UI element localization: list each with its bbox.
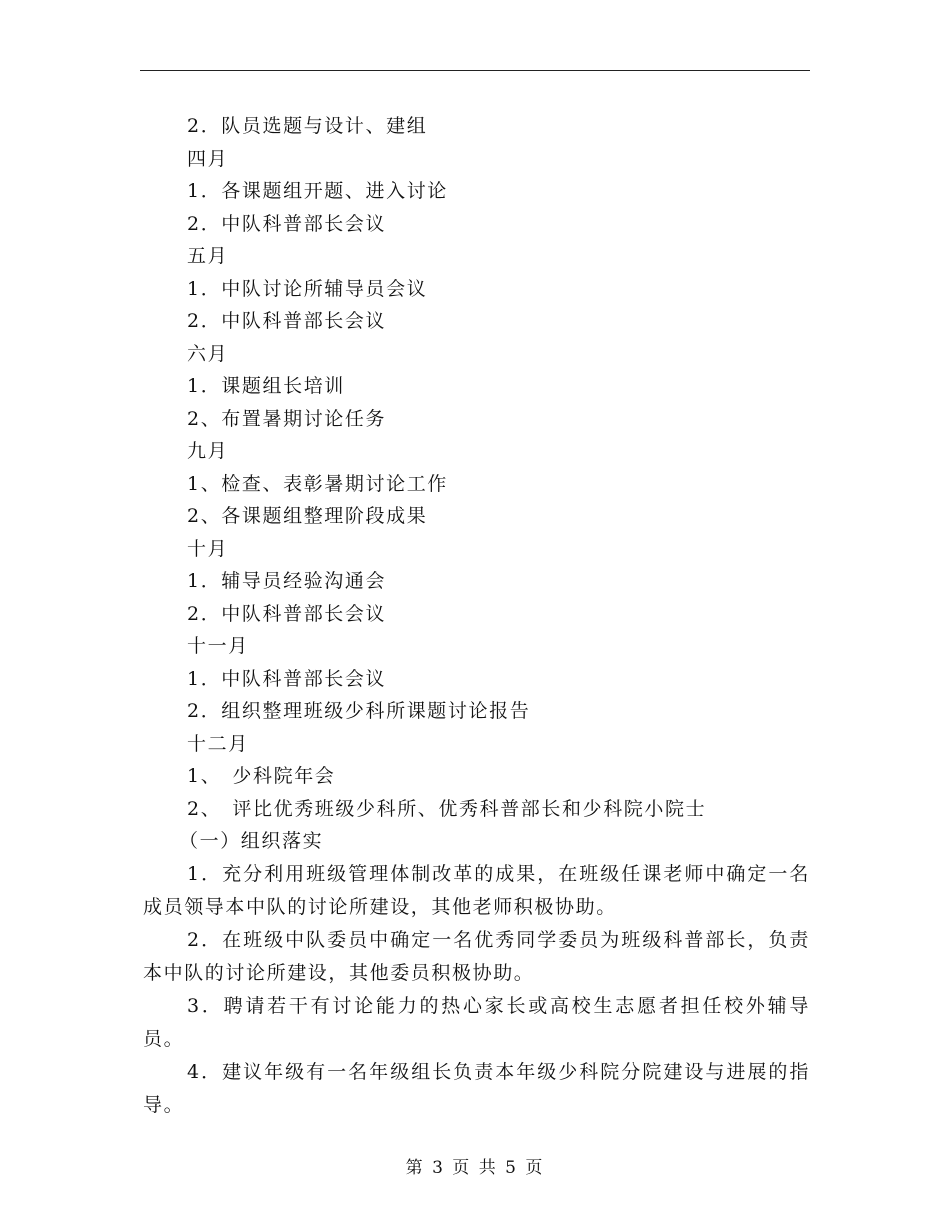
paragraph: 2．在班级中队委员中确定一名优秀同学委员为班级科普部长，负责本中队的讨论所建设，其他委员积极协助。 bbox=[143, 928, 810, 984]
list-line: 2、各课题组整理阶段成果 bbox=[187, 505, 428, 527]
month-heading: 十月 bbox=[187, 537, 229, 560]
list-line: 1．中队讨论所辅导员会议 bbox=[187, 277, 428, 300]
section-heading: （一）组织落实 bbox=[179, 830, 324, 852]
month-heading: 四月 bbox=[187, 147, 229, 170]
list-line: 2、布置暑期讨论任务 bbox=[187, 407, 387, 430]
paragraph: 3．聘请若干有讨论能力的热心家长或高校生志愿者担任校外辅导员。 bbox=[143, 994, 810, 1050]
list-line: 1．中队科普部长会议 bbox=[187, 667, 387, 690]
month-heading: 六月 bbox=[187, 342, 229, 365]
month-heading: 九月 bbox=[187, 440, 229, 462]
list-line: 2．队员选题与设计、建组 bbox=[187, 115, 428, 137]
list-line: 1、 少科院年会 bbox=[187, 765, 336, 787]
paragraph: 4．建议年级有一名年级组长负责本年级少科院分院建设与进展的指导。 bbox=[143, 1060, 810, 1116]
list-line: 1．各课题组开题、进入讨论 bbox=[187, 180, 448, 202]
list-line: 2、 评比优秀班级少科所、优秀科普部长和少科院小院士 bbox=[187, 797, 707, 820]
paragraph: 1．充分利用班级管理体制改革的成果，在班级任课老师中确定一名成员领导本中队的讨论所建设，其他老师积极协助。 bbox=[143, 862, 810, 918]
list-line: 2．组织整理班级少科所课题讨论报告 bbox=[187, 700, 531, 722]
month-heading: 十二月 bbox=[187, 732, 249, 755]
list-line: 2．中队科普部长会议 bbox=[187, 212, 387, 235]
list-line: 1．辅导员经验沟通会 bbox=[187, 570, 387, 592]
header-rule bbox=[140, 70, 810, 71]
month-heading: 五月 bbox=[187, 245, 229, 267]
month-heading: 十一月 bbox=[187, 635, 249, 657]
list-line: 1．课题组长培训 bbox=[187, 375, 345, 397]
page-content bbox=[143, 110, 810, 1122]
list-line: 1、检查、表彰暑期讨论工作 bbox=[187, 472, 448, 495]
list-line: 2．中队科普部长会议 bbox=[187, 310, 387, 332]
page-footer: 第 3 页 共 5 页 bbox=[405, 1158, 545, 1178]
list-line: 2．中队科普部长会议 bbox=[187, 602, 387, 625]
